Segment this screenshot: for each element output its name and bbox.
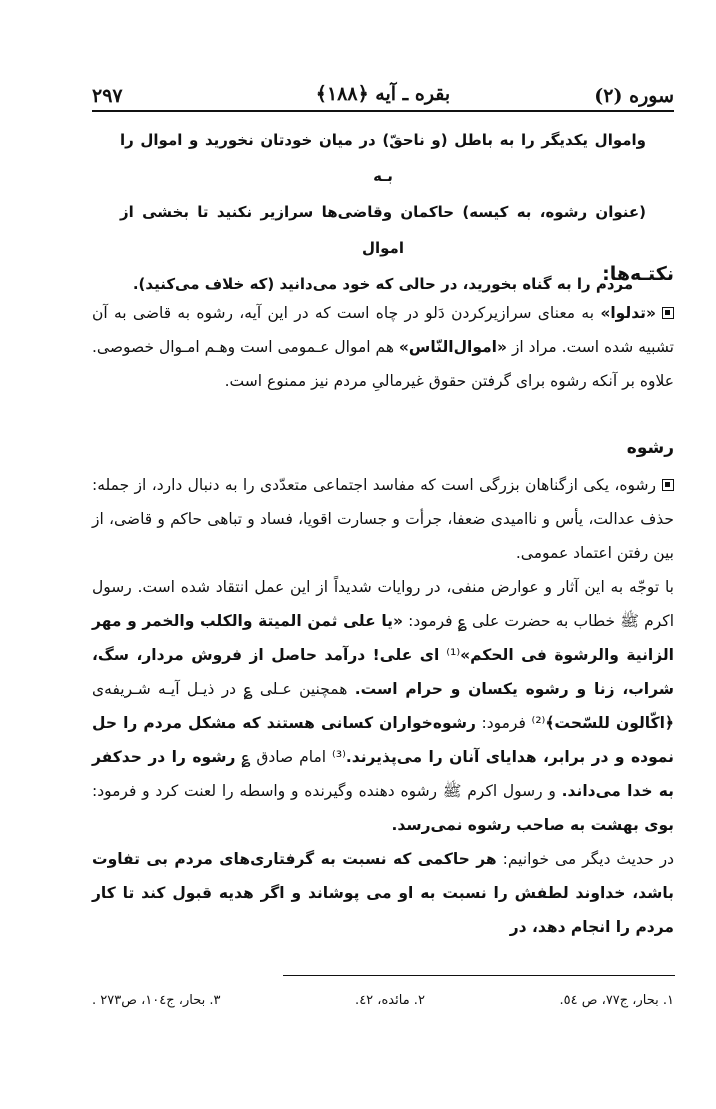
- square-bullet-icon: [662, 307, 674, 319]
- rashwe-paragraph-2: [92, 570, 674, 842]
- paragraph-text: با توجّه به این آثار و عوارض منفی، در روایات شدیداً از این عمل انتقاد شده است. رسول اکرم ﷺ خطاب به حضرت علی ؏ فرمود:: [92, 578, 674, 630]
- term-tadlu: «تدلوا»: [600, 304, 656, 322]
- footnote-ref: ⁽¹⁾: [439, 646, 461, 664]
- footnotes: [92, 993, 674, 1008]
- notes-section: [92, 296, 674, 398]
- translation-line: مردم را به گناه بخورید، در حالی که خود می‌دانید (که خلاف می‌کنید).: [132, 275, 634, 293]
- footnote-2: ۲. مائده، ٤۲.: [355, 993, 425, 1008]
- rashwe-paragraph-3: [92, 842, 674, 944]
- notes-heading: نکتـه‌ها:: [602, 263, 674, 285]
- footnote-divider: [283, 975, 675, 976]
- footnote-ref: ⁽³⁾ امام صادق ؏: [235, 748, 346, 766]
- term-amwal: «اموال‌النّاس»: [398, 338, 508, 356]
- page-number: ۲۹۷: [92, 85, 123, 107]
- hadith-translation: ای علی! درآمد حاصل از فروش مردار، سگ، شراب، زنا و رشوه یکسان و حرام است.: [92, 646, 674, 698]
- square-bullet-icon: [662, 479, 674, 491]
- ayah-quote: ﴿اکّالون للسّحت﴾: [545, 714, 674, 732]
- hadith-arabic: «یا علی ثمن المیتة والکلب والخمر و مهر الزانیة والرشوة فی الحکم»: [92, 612, 674, 664]
- hadith-translation: هر حاکمی که نسبت به گرفتاری‌های مردم بی تفاوت باشد، خداوند لطفش را نسبت به او می پوشاند و اگر هدیه قبول کند تا کار مردم را انجام دهد، در: [92, 850, 674, 936]
- header-divider: [92, 110, 674, 112]
- footnote-3: ۳. بحار، ج۱۰٤، ص۲۷۳ .: [92, 993, 221, 1008]
- verse-title: بقره ـ آیه ﴿۱۸۸﴾: [315, 83, 451, 105]
- translation-line: (عنوان رشوه، به کیسه) حاکمان وقاضی‌ها سرازیر نکنید تا بخشی از اموال: [120, 203, 646, 257]
- note-text: هم اموال عـمومی است وهـم امـوال خصوصی. علاوه بر آنکه رشوه برای گرفتن حقوق غیرمالیِ مردم نیز ممنوع است.: [91, 338, 674, 390]
- hadith-translation: رشوه را در حدکفر به خدا می‌داند.: [92, 748, 674, 800]
- paragraph-text: همچنین عـلی ؏ در ذیـل آیـه شـریفه‌ی: [92, 680, 355, 698]
- hadith-translation: بوی بهشت به صاحب رشوه نمی‌رسد.: [391, 816, 674, 834]
- page-header: [92, 75, 674, 107]
- rashwe-section: [92, 468, 674, 944]
- rashwe-heading: رشوه: [626, 438, 674, 458]
- note-paragraph: [92, 296, 674, 398]
- note-text: به معنای سرازیرکردن دَلو در چاه است که در این آیه، رشوه به قاضی به آن تشبیه شده است. مراد از: [92, 304, 674, 356]
- paragraph-text: رشوه، یکی ازگناهان بزرگی است که مفاسد اجتماعی متعدّدی را به دنبال دارد، از جمله: حذف عدالت، یأس و ناامیدی ضعفا، جرأت و جسارت اقویا، فساد و تباهی حاکم و قاضی، از بین رفتن اعتماد عمومی.: [92, 476, 674, 562]
- paragraph-text: در حدیث دیگر می خوانیم:: [496, 850, 675, 868]
- footnote-ref: ⁽²⁾ فرمود:: [475, 714, 546, 732]
- footnote-1: ۱. بحار، ج۷۷، ص ٥٤.: [559, 993, 674, 1008]
- hadith-translation: رشوه‌خواران کسانی هستند که مشکل مردم را حل نموده و در برابر، هدایای آنان را می‌پذیرند.: [92, 714, 674, 766]
- rashwe-paragraph-1: [92, 468, 674, 570]
- surah-label: سوره (۲): [594, 85, 674, 107]
- paragraph-text: و رسول اکرم ﷺ رشوه دهنده وگیرنده و واسطه را لعنت کرد و فرمود:: [92, 782, 562, 800]
- translation-line: واموال یکدیگر را به باطل (و ناحقّ) در میان خودتان نخورید و اموال را بـه: [120, 131, 646, 185]
